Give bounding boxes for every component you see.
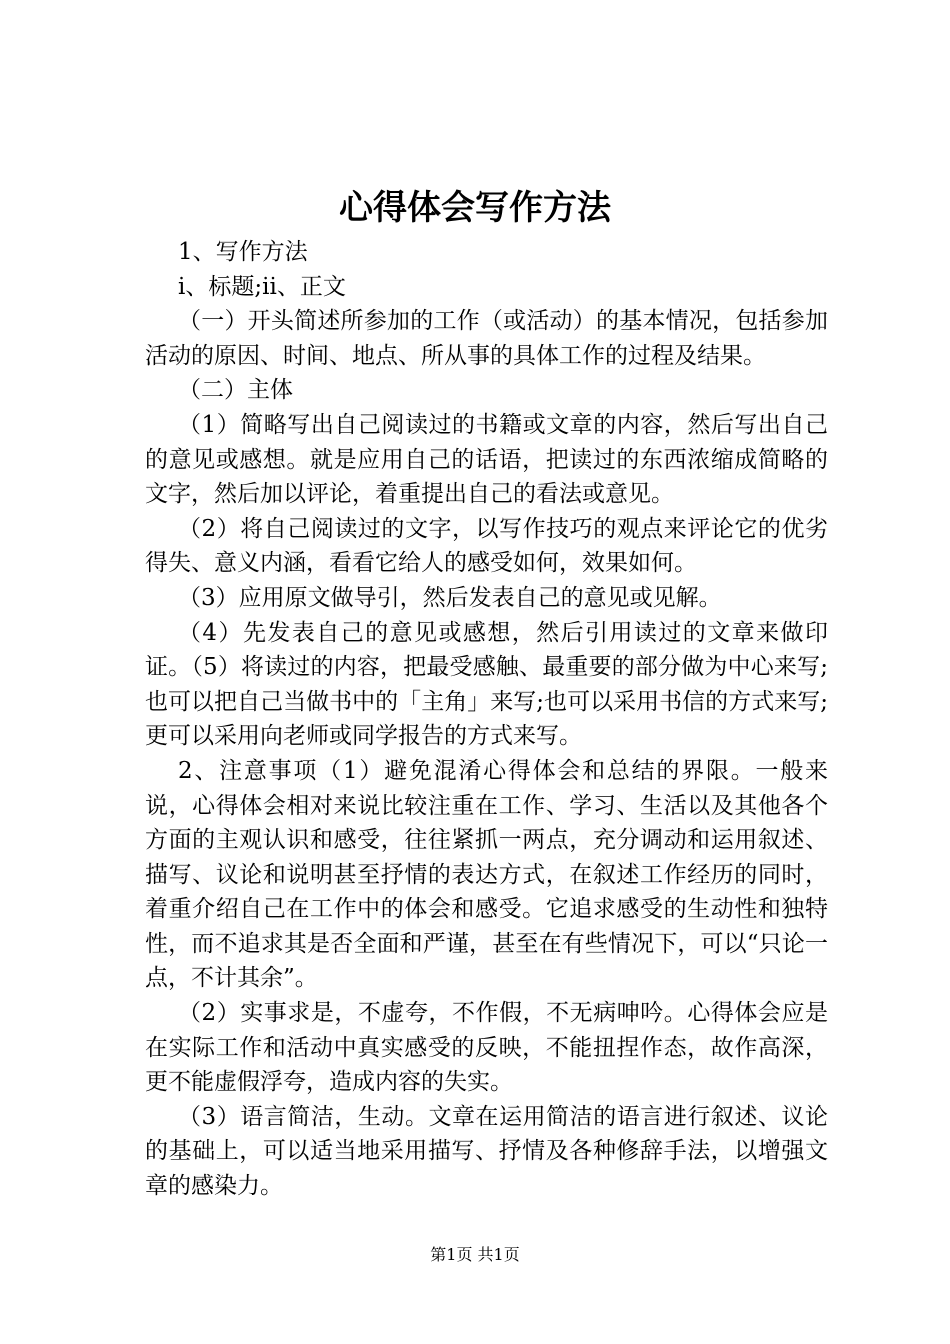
paragraph-opening: （一）开头简述所参加的工作（或活动）的基本情况，包括参加活动的原因、时间、地点、所从事的具体工作的过程及结果。: [145, 308, 828, 369]
page-title: 心得体会写作方法: [339, 188, 611, 228]
paragraph-point-3: （3）应用原文做导引，然后发表自己的意见或见解。: [178, 584, 722, 611]
paragraph-point-1: （1）简略写出自己阅读过的书籍或文章的内容，然后写出自己的意见或感想。就是应用自己的话语，把读过的东西浓缩成简略的文字，然后加以评论，着重提出自己的看法或意见。: [145, 411, 828, 508]
paragraph-point-2: （2）将自己阅读过的文字，以写作技巧的观点来评论它的优劣得失、意义内涵，看看它给人的感受如何，效果如何。: [145, 515, 828, 577]
document-body: [145, 235, 828, 1204]
section-heading-writing-method: 1、写作方法: [178, 239, 308, 265]
paragraph-notes-3: （3）语言简洁，生动。文章在运用简洁的语言进行叙述、议论的基础上，可以适当地采用描写、抒情及各种修辞手法，以增强文章的感染力。: [145, 1103, 828, 1200]
page-footer: 第1页 共1页: [430, 1245, 520, 1264]
subheading-main-body: （二）主体: [178, 377, 293, 404]
paragraph-point-4-5: （4）先发表自己的意见或感想，然后引用读过的文章来做印证。（5）将读过的内容，把最受感触、最重要的部分做为中心来写;也可以把自己当做书中的「主角」来写;也可以采用书信的方式来写;更可以采用向老师或同学报告的方式来写。: [145, 619, 828, 750]
paragraph-notes-2: （2）实事求是，不虚夸，不作假，不无病呻吟。心得体会应是在实际工作和活动中真实感受的反映，不能扭捏作态，故作高深，更不能虚假浮夸，造成内容的失实。: [145, 1000, 828, 1096]
subheading-title-body: i、标题;ii、正文: [178, 273, 346, 300]
paragraph-notes-1: 2、注意事项（1）避免混淆心得体会和总结的界限。一般来说，心得体会相对来说比较注重在工作、学习、生活以及其他各个方面的主观认识和感受，往往紧抓一两点，充分调动和运用叙述、描写、议论和说明甚至抒情的表达方式，在叙述工作经历的同时，着重介绍自己在工作中的体会和感受。它追求感受的生动性和独特性，而不追求其是否全面和严谨，甚至在有些情况下，可以“只论一点，不计其余”。: [145, 757, 828, 992]
